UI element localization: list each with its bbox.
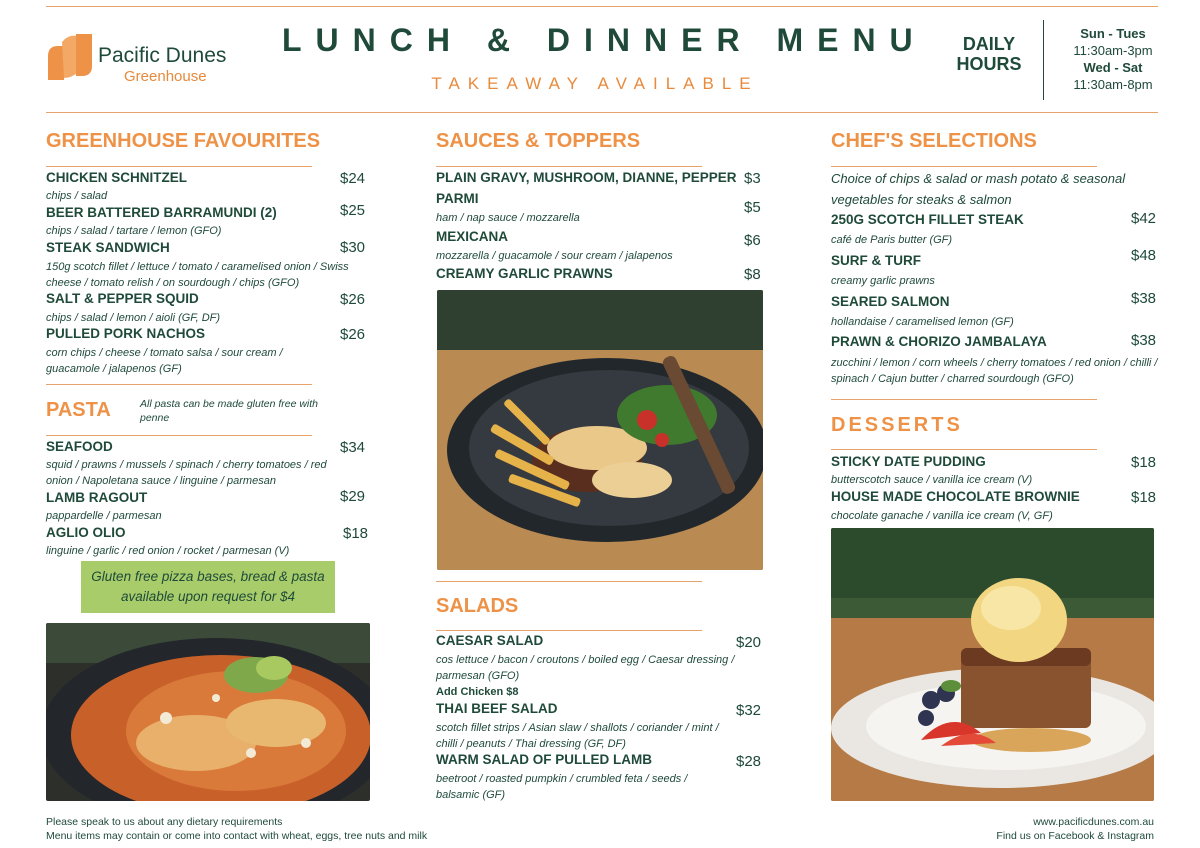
section-title-salads: SALADS [436,595,519,617]
section-title-greenhouse: GREENHOUSE FAVOURITES [46,130,321,152]
section-rule [436,581,702,582]
menu-item-price: $34 [340,439,366,456]
menu-item-name: STICKY DATE PUDDING [831,454,986,469]
menu-item-price: $29 [340,488,366,505]
menu-item-desc: 150g scotch fillet / lettuce / tomato / caramelised onion / Swiss cheese / tomato relish / on sourdough / chips (GFO) [46,261,349,289]
menu-item-name: PRAWN & CHORIZO JAMBALAYA [831,334,1047,349]
section-rule [436,166,702,167]
pasta-dish-photo [46,623,370,801]
footer-social-note: Find us on Facebook & Instagram [996,830,1154,842]
section-rule [436,630,702,631]
menu-item-name: SEARED SALMON [831,294,950,309]
dessert-dish-photo [831,528,1154,801]
hours-day: Sun - Tues [1080,26,1146,41]
menu-item-desc: beetroot / roasted pumpkin / crumbled feta / seeds / balsamic (GF) [436,773,688,801]
menu-item-desc: chocolate ganache / vanilla ice cream (V, GF) [831,510,1053,522]
menu-item-name: CREAMY GARLIC PRAWNS [436,266,613,281]
menu-item-desc: cos lettuce / bacon / croutons / boiled egg / Caesar dressing / parmesan (GFO) [436,654,735,682]
menu-item-price: $8 [744,266,761,283]
menu-item-price: $26 [340,291,366,308]
menu-item-name: AGLIO OLIO [46,525,126,540]
menu-subtitle: TAKEAWAY AVAILABLE [431,74,759,93]
menu-item-price: $48 [1131,247,1157,264]
menu-item-price: $25 [340,202,366,219]
menu-item-price: $18 [1131,489,1157,506]
hours-time: 11:30am-8pm [1073,77,1153,92]
hours-divider [1043,20,1044,100]
menu-item-desc: zucchini / lemon / corn wheels / cherry tomatoes / red onion / chilli / spinach / Cajun butter / charred sourdough (GFO) [831,357,1158,385]
menu-item-name: HOUSE MADE CHOCOLATE BROWNIE [831,489,1080,504]
section-rule [46,384,312,385]
menu-item-name: MEXICANA [436,229,509,244]
menu-item-name: LAMB RAGOUT [46,490,148,505]
brand-name: Pacific Dunes [98,44,227,67]
menu-item-name: SEAFOOD [46,439,113,454]
menu-item-desc: pappardelle / parmesan [46,510,162,522]
section-title-chefs: CHEF'S SELECTIONS [831,130,1037,152]
menu-item-name: SURF & TURF [831,253,921,268]
menu-item-desc: chips / salad / tartare / lemon (GFO) [46,225,222,237]
menu-item-desc: mozzarella / guacamole / sour cream / jalapenos [436,250,673,262]
section-rule [46,435,312,436]
section-rule [831,166,1097,167]
menu-item-name: PARMI [436,191,479,206]
section-rule [831,399,1097,400]
menu-item-desc: corn chips / cheese / tomato salsa / sour cream / guacamole / jalapenos (GF) [46,347,283,375]
menu-item-price: $5 [744,199,761,216]
menu-item-price: $26 [340,326,366,343]
section-title-desserts: DESSERTS [831,414,963,436]
menu-item-name: PULLED PORK NACHOS [46,326,206,341]
menu-item-name: THAI BEEF SALAD [436,701,558,716]
hours-day: Wed - Sat [1083,60,1143,75]
pacific-dunes-logo-icon [46,32,94,82]
menu-item-desc: creamy garlic prawns [831,275,935,287]
menu-item-desc: ham / nap sauce / mozzarella [436,212,580,224]
gluten-free-notice: Gluten free pizza bases, bread & pasta available upon request for $4 [81,561,335,613]
hours-time: 11:30am-3pm [1073,43,1153,58]
menu-item-price: $3 [744,170,761,187]
menu-item-desc: squid / prawns / mussels / spinach / cherry tomatoes / red onion / Napoletana sauce / linguine / parmesan [46,459,327,487]
menu-item-name: BEER BATTERED BARRAMUNDI (2) [46,205,277,220]
menu-item-name: CHICKEN SCHNITZEL [46,170,187,185]
menu-item-name: STEAK SANDWICH [46,240,170,255]
menu-title: LUNCH & DINNER MENU [282,22,927,58]
steak-dish-photo [437,290,763,570]
menu-item-desc: butterscotch sauce / vanilla ice cream (V) [831,474,1033,486]
hours-list [1058,25,1168,93]
menu-item-name: WARM SALAD OF PULLED LAMB [436,752,652,767]
menu-item-price: $6 [744,232,761,249]
menu-item-price: $32 [736,702,762,719]
menu-item-name: CAESAR SALAD [436,633,544,648]
menu-item-name: SALT & PEPPER SQUID [46,291,199,306]
footer-dietary-note: Please speak to us about any dietary requirements [46,816,283,828]
footer-allergen-note: Menu items may contain or come into contact with wheat, eggs, tree nuts and milk [46,830,428,842]
section-rule [46,166,312,167]
menu-item-desc: linguine / garlic / red onion / rocket / parmesan (V) [46,545,290,557]
menu-item-price: $38 [1131,290,1157,307]
menu-item-desc: chips / salad [46,190,108,202]
menu-item-price: $30 [340,239,366,256]
menu-item-desc: scotch fillet strips / Asian slaw / shallots / coriander / mint / chilli / peanuts / Thai dressing (GF, DF) [436,722,719,750]
menu-item-desc: hollandaise / caramelised lemon (GF) [831,316,1014,328]
caesar-add-chicken: Add Chicken $8 [436,686,519,698]
menu-item-price: $42 [1131,210,1157,227]
menu-item-desc: chips / salad / lemon / aioli (GF, DF) [46,312,221,324]
brand-subname: Greenhouse [124,68,207,85]
menu-item-price: $18 [343,525,369,542]
top-rule [46,6,1158,7]
menu-item-price: $24 [340,170,366,187]
menu-item-desc: café de Paris butter (GF) [831,234,953,246]
footer-website-link[interactable]: www.pacificdunes.com.au [1033,816,1154,828]
menu-item-price: $28 [736,753,762,770]
menu-item-price: $38 [1131,332,1157,349]
menu-item-price: $18 [1131,454,1157,471]
pasta-gluten-note: All pasta can be made gluten free with penne [140,398,319,424]
section-rule [831,449,1097,450]
menu-item-name: PLAIN GRAVY, MUSHROOM, DIANNE, PEPPER [436,170,737,185]
chefs-intro: Choice of chips & salad or mash potato & seasonal vegetables for steaks & salmon [831,171,1126,207]
menu-item-name: 250G SCOTCH FILLET STEAK [831,212,1024,227]
section-title-pasta: PASTA [46,399,111,421]
header-bottom-rule [46,112,1158,113]
menu-item-price: $20 [736,634,762,651]
daily-hours-label: DAILY HOURS [956,34,1022,74]
section-title-sauces: SAUCES & TOPPERS [436,130,641,152]
